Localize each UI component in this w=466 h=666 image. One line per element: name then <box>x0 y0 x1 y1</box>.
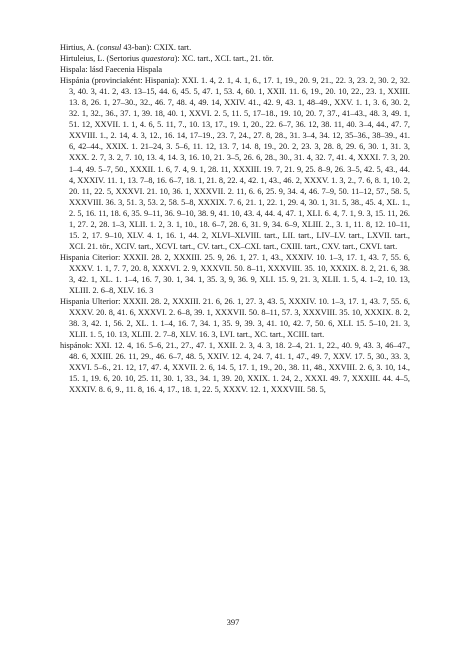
entry-references: XXI. 12. 4, 16. 5–6, 21., 27., 47. 1, XXII. 2. 3, 4. 3, 18. 2–4, 21. 1, 22., 40. 9, 43. 3, 46–47., 48. 6, XXIII. 26. 11, 29., 46. 6–7, 48. 5, XXIV. 12. 4, 24. 7, 41. 1, 47., 49. 7, XXV. 17. 5, 30., 33. 3, XXVI. 5–6., 21. 12, 17, 47. 4, XXVII. 2. 6, 14. 5, 17. 1, 19., 20., 38. 11, 48., XXVIII. 2. 6, 3. 10, 14., 15. 1, 19. 6, 20. 10, 25. 11, 30. 1, 33., 34. 1, 39. 20, XXIX. 1. 24, 2., XXXI. 49. 7, XXXIII. 44. 4–5, XXXIV. 8. 6, 9., 11. 8, 16. 4, 17., 18. 1, 22. 5, XXXV. 12. 1, XXXVIII. 58. 5, <box>69 341 410 395</box>
index-entry <box>60 42 410 53</box>
entry-references: XXXII. 28. 2, XXXIII. 25. 9, 26. 1, 27. 1, 43., XXXIV. 10. 1–3, 17. 1, 43. 7, 55. 6, XXXV. 1. 1, 7. 7, 20. 8, XXXVI. 2. 9, XXXVII. 50. 8–11, XXXVIII. 35. 10, XXXIX. 8. 2, 21. 6, 38. 3, 42. 1, XL. 1. 1–4, 16. 7, 30. 1, 34. 1, 35. 3, 9, 36. 9, XLI. 15. 9, 21. 3, XLII. 1. 5, 4. 1–2, 10. 13, XLIII. 2. 6–8, XLV. 16. 3 <box>69 252 410 296</box>
entry-head: Hirtius, A. ( <box>60 43 100 52</box>
entry-head: Hispania Ulterior: <box>60 297 123 307</box>
entry-head-after: 43-ban): <box>121 43 154 52</box>
entry-head-italic: consul <box>99 43 122 52</box>
entry-references: XXXII. 28. 2, XXXIII. 21. 6, 26. 1, 27. 3, 43. 5, XXXIV. 10. 1–3, 17. 1, 43. 7, 55. 6, XXXV. 20. 8, 41. 6, XXXVI. 2. 6–8, 39. 1, XXXVII. 50. 8–11, 57. 3, XXXVIII. 35. 10, XXXIX. 8. 2, 38. 3, 42. 1, 56. 2, XL. 1. 1–4, 16. 7, 34. 1, 35. 9, 39. 3, 41. 10, 42. 7, 50. 6, XLI. 15. 5–10, 21. 3, XLII. 1. 5, 10. 13, XLIII. 2. 7–8, XLV. 16. 3, LVI. tart., XC. tart., XCIII. tart. <box>69 297 410 340</box>
index-entry <box>60 252 410 296</box>
index-entry <box>60 64 410 75</box>
index-entry <box>60 340 410 395</box>
page-number: 397 <box>226 617 240 627</box>
entry-head: Hirtuleius, L. (Sertorius <box>60 54 142 64</box>
entry-references: XXI. 1. 4, 2. 1, 4. 1, 6., 17. 1, 19., 20. 9, 21., 22. 3, 23. 2, 30. 2, 32. 3, 40. 3, 41. 2, 43. 13–15, 44. 6, 45. 5, 47. 1, 53. 4, 60. 1, XXII. 11. 6, 19., 20. 10, 22., 23. 1, XXIII. 13. 8, 26. 1, 27–30., 32., 46. 7, 48. 4, 49. 14, XXIV. 41., 42. 9, 43. 1, 48–49., XXV. 1. 1, 3. 6, 30. 2, 32. 1, 32., 36., 37. 1, 39. 18, 40. 1, XXVI. 2. 5, 11. 5, 17–18., 19. 10, 20. 7, 37., 41–43., 48. 3, 49. 1, 51. 12, XXVII. 1. 1, 4. 6, 5. 11, 7., 10. 13, 17., 19. 1, 20., 22. 6–7, 36. 12, 38. 11, 40. 3–4, 44., 47. 7, XXVIII. 1., 2. 14, 4. 3, 12., 16. 14, 17–19., 23. 7, 24., 27. 8, 28., 31. 3–4, 34. 12, 35–36., 38–39., 41. 6, 42–44., XXIX. 1. 21–24, 3. 5–6, 11. 12, 13. 7, 14. 8, 19., 20. 2, 23. 3, 28. 8, 29. 6, 30. 1, 31. 3, XXX. 2. 7, 3. 2, 7. 10, 13. 4, 14. 3, 16. 10, 21. 3–5, 26. 6, 28., 30., 31. 4, 32. 7, 41. 4, XXXI. 7. 3, 20. 1–4, 49. 5–7, 50., XXXII. 1. 6, 7. 4, 9. 1, 28. 11, XXXIII. 19. 7, 21. 9, 25. 8–9, 26. 3–5, 42. 5, 43., 44. 4, XXXIV. 11. 1, 13. 7–8, 16. 6–7, 18. 1, 21. 8, 22. 4, 42. 1, 43., 46. 2, XXXV. 1. 3, 2., 7. 6, 8. 1, 10. 2, 20. 11, 22. 5, XXXVI. 21. 10, 36. 1, XXXVII. 2. 11, 6. 6, 25. 9, 34. 4, 46. 7–9, 50. 11–12, 57., 58. 5, XXXVIII. 36. 3, 51. 3, 53. 2, 58. 5–8, XXXIX. 7. 6, 21. 1, 22. 1, 29. 4, 30. 1, 31. 5, 38., 45. 4, XL. 1., 2. 5, 16. 11, 18. 6, 35. 9–11, 36. 9–10, 38. 9, 41. 10, 43. 4, 44. 4, 47. 1, XLI. 6. 4, 7. 1, 9. 3, 15. 11, 26. 1, 27. 2, 28. 1–3, XLII. 1. 2, 3. 1, 10., 18. 6–7, 28. 6, 31. 9, 34. 6–9, XLIII. 2., 3. 1, 11. 8, 12. 10–11, 15. 2, 17. 9–10, XLV. 4. 1, 16. 1, 44. 2, XLVI–XLVIII. tart., LII. tart., LIV–LV. tart., LXVII. tart., XCI. 21. tör., XCIV. tart., XCVI. tart., CV. tart., CX–CXI. tart., CXIII. tart., CXV. tart., CXVI. tart. <box>69 76 410 251</box>
entry-references: lásd Faecenia Hispala <box>89 65 163 75</box>
entry-head: hispánok: <box>60 341 95 351</box>
index-entry <box>60 296 410 340</box>
entry-head-after: ): <box>174 54 182 64</box>
entry-head-italic: quaestora <box>141 54 175 64</box>
index-entry <box>60 53 410 64</box>
index-page <box>60 42 410 396</box>
index-entry <box>60 75 410 252</box>
entry-head: Hispania Citerior: <box>60 252 124 262</box>
entry-references: XC. tart., XCI. tart., 21. tör. <box>181 54 274 64</box>
entry-references: CXIX. tart. <box>153 43 192 52</box>
entry-head: Hispala: <box>60 65 90 75</box>
entry-head: Hispánia (provinciaként: Hispania): <box>60 76 182 86</box>
